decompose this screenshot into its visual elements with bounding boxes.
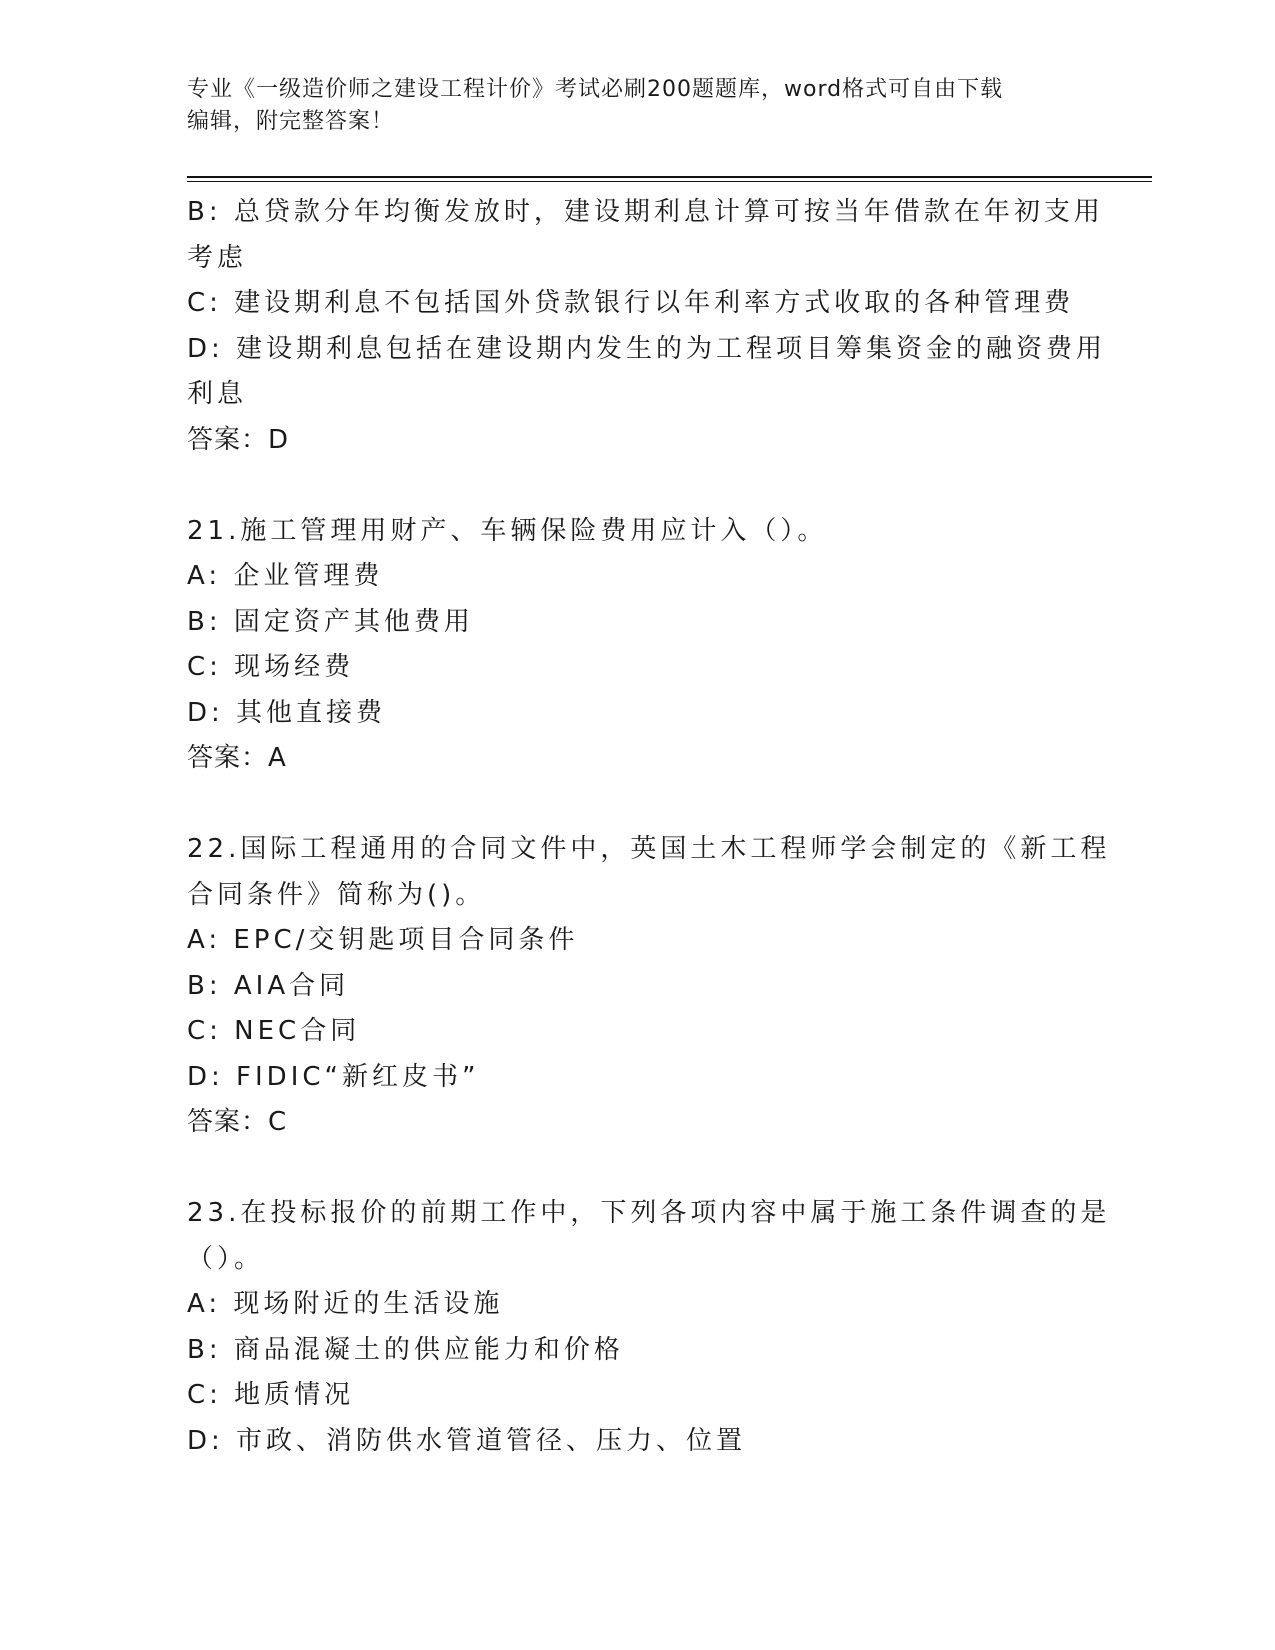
option-d: D: 其他直接费 bbox=[187, 697, 387, 728]
question-stem: 22.国际工程通用的合同文件中，英国土木工程师学会制定的《新工程 bbox=[187, 834, 1111, 864]
question-stem: 21.施工管理用财产、车辆保险费用应计入（）。 bbox=[187, 515, 828, 546]
option-c: C: 地质情况 bbox=[187, 1380, 355, 1410]
question-stem-continued: （）。 bbox=[187, 1243, 265, 1274]
option-a: A: 现场附近的生活设施 bbox=[187, 1289, 504, 1319]
option-b: B: 固定资产其他费用 bbox=[187, 606, 474, 637]
question-block-20 bbox=[187, 190, 1107, 463]
answer-line: 答案：C bbox=[187, 1107, 288, 1137]
option-b: B: AIA合同 bbox=[187, 970, 350, 1001]
option-c: C: 建设期利息不包括国外贷款银行以年利率方式收取的各种管理费 bbox=[187, 288, 1075, 318]
spacer bbox=[187, 782, 1067, 828]
option-b: B: 总贷款分年均衡发放时，建设期利息计算可按当年借款在年初支用 bbox=[187, 197, 1104, 227]
option-d: D: 市政、消防供水管道管径、压力、位置 bbox=[187, 1425, 747, 1456]
header-line-2: 编辑，附完整答案！ bbox=[187, 109, 395, 134]
option-d: D: 建设期利息包括在建设期内发生的为工程项目筹集资金的融资费用 bbox=[187, 333, 1107, 364]
question-content bbox=[187, 190, 1111, 1464]
question-stem: 23.在投标报价的前期工作中，下列各项内容中属于施工条件调查的是 bbox=[187, 1198, 1111, 1228]
document-header bbox=[187, 74, 1087, 138]
answer-line: 答案：D bbox=[187, 424, 290, 455]
header-divider-thin bbox=[187, 181, 1152, 182]
spacer bbox=[187, 1146, 1067, 1192]
answer-line: 答案：A bbox=[187, 743, 287, 773]
option-c: C: NEC合同 bbox=[187, 1016, 361, 1046]
question-block-23 bbox=[187, 1191, 1111, 1464]
question-block-22 bbox=[187, 827, 1111, 1146]
option-b-continued: 考虑 bbox=[187, 242, 248, 273]
question-stem-continued: 合同条件》简称为()。 bbox=[187, 879, 486, 910]
question-block-21 bbox=[187, 509, 1067, 782]
option-d: D: FIDIC“新红皮书” bbox=[187, 1061, 480, 1092]
option-a: A: EPC/交钥匙项目合同条件 bbox=[187, 925, 579, 955]
option-b: B: 商品混凝土的供应能力和价格 bbox=[187, 1334, 624, 1365]
spacer bbox=[187, 463, 1067, 509]
header-line-1: 专业《一级造价师之建设工程计价》考试必刷200题题库，word格式可自由下载 bbox=[187, 77, 1004, 102]
option-c: C: 现场经费 bbox=[187, 652, 355, 682]
header-divider-thick bbox=[187, 176, 1152, 178]
option-d-continued: 利息 bbox=[187, 379, 248, 409]
option-a: A: 企业管理费 bbox=[187, 561, 384, 591]
